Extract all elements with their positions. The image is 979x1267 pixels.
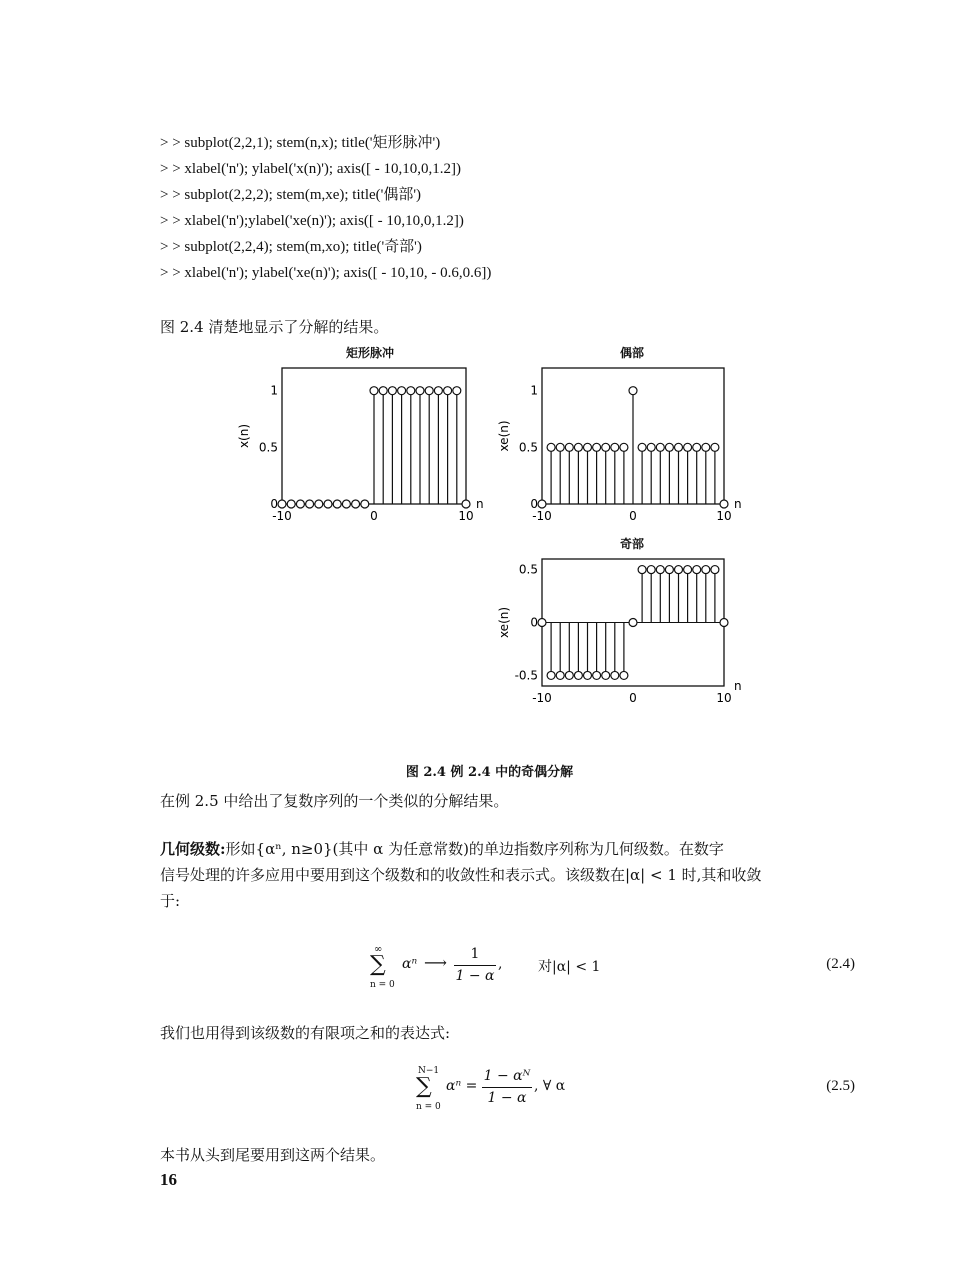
y-tick-label: 0.5 — [518, 562, 538, 577]
y-tick-label: 0 — [530, 497, 538, 511]
y-tick-label: 0.5 — [518, 440, 538, 455]
x-tick-label: 10 — [716, 509, 732, 523]
stem-marker — [593, 671, 601, 679]
intro-paragraph: 图 2.4 清楚地显示了分解的结果。 — [160, 318, 389, 336]
series-term: αⁿ — [402, 956, 418, 972]
stem-marker — [556, 671, 564, 679]
stem-marker — [602, 671, 610, 679]
series-term: αⁿ = — [446, 1078, 478, 1094]
fraction-denominator: 1 − α — [455, 968, 495, 984]
x-tick-label: 0 — [629, 691, 637, 705]
code-line: > > xlabel('n'); ylabel('x(n)'); axis([ - 10,10,0,1.2]) — [160, 161, 461, 177]
equation-2-5 — [416, 1066, 616, 1118]
y-axis-label: x(n) — [237, 423, 251, 449]
stem-marker — [629, 619, 637, 627]
geometric-paragraph — [160, 836, 860, 914]
geometric-line2: 信号处理的许多应用中要用到这个级数和的收敛性和表示式。该级数在|α| < 1 时,其和收敛 — [160, 866, 762, 884]
stem-marker — [638, 566, 646, 574]
x-axis-label: n — [734, 497, 742, 511]
closing-paragraph: 本书从头到尾要用到这两个结果。 — [160, 1146, 386, 1164]
x-tick-label: 0 — [629, 509, 637, 523]
sum-symbol: ∑ — [416, 1074, 432, 1099]
stem-marker — [620, 671, 628, 679]
fraction-bar — [482, 1087, 532, 1088]
stem-marker — [656, 566, 664, 574]
stem-marker — [565, 671, 573, 679]
code-line: > > xlabel('n'); ylabel('xe(n)'); axis([ - 10,10, - 0.6,0.6]) — [160, 265, 492, 281]
equation-comma: , — [498, 956, 503, 972]
stem-marker — [693, 566, 701, 574]
chart-title-odd-part: 奇部 — [619, 537, 644, 551]
chart-title-even-part: 偶部 — [619, 346, 644, 360]
x-tick-label: -10 — [272, 509, 292, 523]
x-axis-label: n — [734, 679, 742, 693]
fraction-numerator: 1 — [470, 946, 480, 962]
stem-marker — [611, 671, 619, 679]
equation-number-2-4: (2.4) — [826, 956, 855, 972]
stem-marker — [720, 619, 728, 627]
stem-marker — [665, 566, 673, 574]
equation-condition: 对|α| < 1 — [538, 959, 601, 975]
geometric-term: 几何级数: — [160, 840, 226, 858]
equation-2-4 — [370, 944, 630, 996]
fraction-denominator: 1 − α — [487, 1090, 527, 1106]
converge-arrow: ⟶ — [424, 953, 447, 972]
sum-lower-limit: n = 0 — [416, 1102, 441, 1112]
sum-upper-limit: ∞ — [374, 944, 383, 955]
stem-marker — [711, 566, 719, 574]
stem-marker — [647, 566, 655, 574]
geometric-line1: 形如{αⁿ, n≥0}(其中 α 为任意常数)的单边指数序列称为几何级数。在数字 — [225, 840, 724, 858]
code-line: > > subplot(2,2,4); stem(m,xo); title('奇部') — [160, 239, 422, 255]
x-tick-label: -10 — [532, 691, 552, 705]
stem-marker — [547, 671, 555, 679]
y-tick-label: -0.5 — [514, 668, 538, 683]
geometric-line3: 于: — [160, 892, 181, 910]
x-tick-label: -10 — [532, 509, 552, 523]
x-axis-label: n — [476, 497, 484, 511]
fraction-numerator: 1 − αᴺ — [483, 1068, 531, 1084]
sum-symbol: ∑ — [370, 952, 386, 977]
sum-upper-limit: N−1 — [418, 1066, 440, 1076]
y-tick-label: 0 — [270, 497, 278, 511]
after-caption-paragraph: 在例 2.5 中给出了复数序列的一个类似的分解结果。 — [160, 792, 509, 810]
stem-marker — [574, 671, 582, 679]
sum-lower-limit: n = 0 — [370, 980, 395, 990]
x-tick-label: 10 — [458, 509, 474, 523]
equation-number-2-5: (2.5) — [826, 1078, 855, 1094]
x-tick-label: 0 — [370, 509, 378, 523]
y-tick-label: 1 — [530, 383, 538, 398]
code-line: > > subplot(2,2,1); stem(n,x); title('矩形脉冲') — [160, 135, 441, 151]
y-axis-label: xe(n) — [497, 420, 511, 452]
equation-condition: , ∀ α — [534, 1078, 566, 1094]
fraction-bar — [454, 965, 496, 966]
finite-sum-paragraph: 我们也用得到该级数的有限项之和的表达式: — [160, 1024, 451, 1042]
code-line: > > xlabel('n');ylabel('xe(n)'); axis([ - 10,10,0,1.2]) — [160, 213, 464, 229]
y-tick-label: 1 — [270, 383, 278, 398]
y-tick-label: 0.5 — [258, 440, 278, 455]
x-tick-label: 10 — [716, 691, 732, 705]
stem-marker — [584, 671, 592, 679]
y-tick-label: 0 — [530, 615, 538, 630]
figure-caption: 图 2.4 例 2.4 中的奇偶分解 — [405, 765, 574, 780]
stem-marker — [702, 566, 710, 574]
stem-marker — [538, 619, 546, 627]
page-number: 16 — [160, 1170, 177, 1189]
stem-marker — [684, 566, 692, 574]
chart-title-rect-pulse: 矩形脉冲 — [345, 346, 394, 360]
stem-marker — [675, 566, 683, 574]
code-line: > > subplot(2,2,2); stem(m,xe); title('偶部') — [160, 187, 422, 203]
y-axis-label: xe(n) — [497, 606, 511, 639]
